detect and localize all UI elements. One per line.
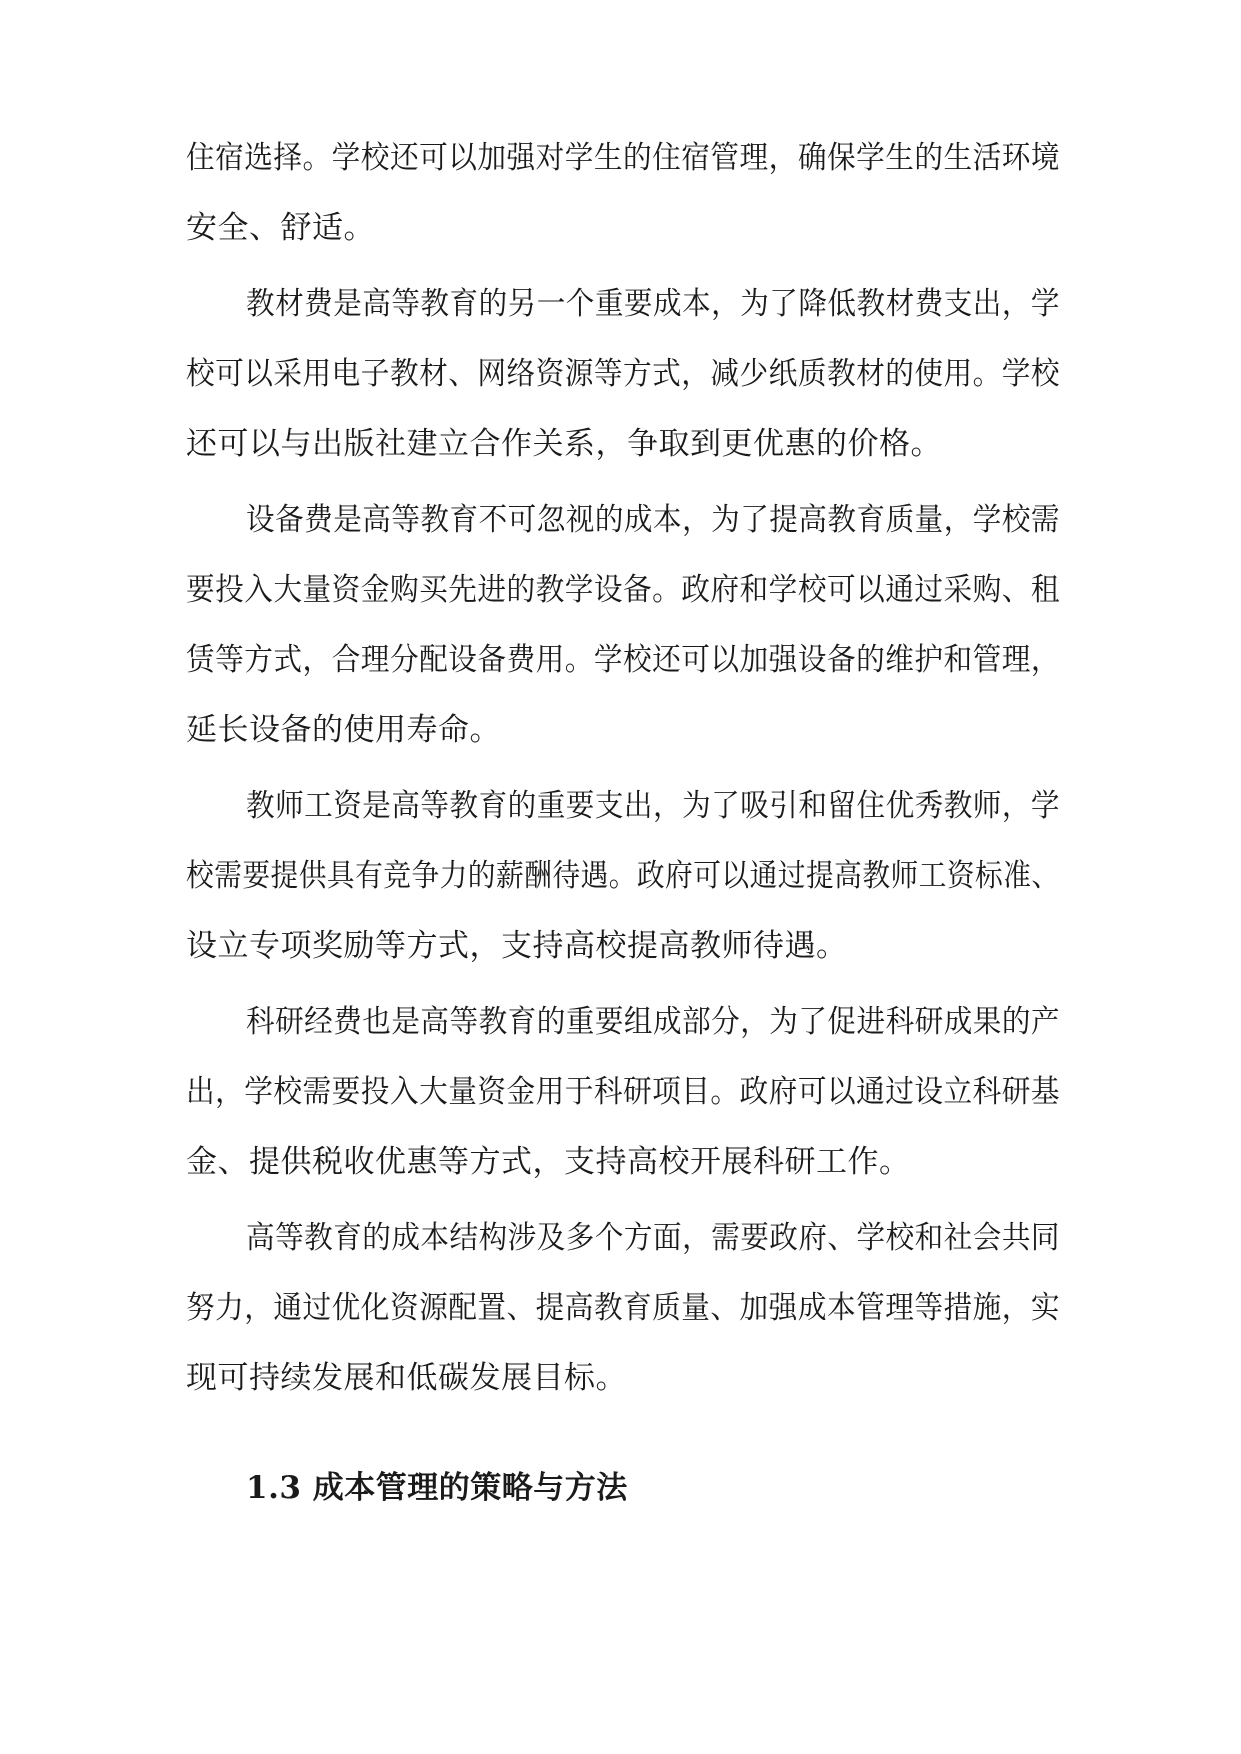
paragraph-4-line-1: 教师工资是高等教育的重要支出，为了吸引和留住优秀教师，学 [246, 788, 1060, 824]
paragraph-4-line-3: 设立专项奖励等方式，支持高校提高教师待遇。 [186, 928, 848, 964]
paragraph-3-line-4: 延长设备的使用寿命。 [186, 712, 501, 748]
paragraph-5-line-1: 科研经费也是高等教育的重要组成部分，为了促进科研成果的产 [246, 1004, 1060, 1040]
paragraph-3-line-2: 要投入大量资金购买先进的教学设备。政府和学校可以通过采购、租 [186, 572, 1061, 608]
paragraph-2-line-3: 还可以与出版社建立合作关系，争取到更优惠的价格。 [186, 426, 942, 462]
paragraph-6-line-2: 努力，通过优化资源配置、提高教育质量、加强成本管理等措施，实 [186, 1290, 1061, 1326]
paragraph-2-line-2: 校可以采用电子教材、网络资源等方式，减少纸质教材的使用。学校 [186, 356, 1061, 392]
paragraph-4-line-2: 校需要提供具有竞争力的薪酬待遇。政府可以通过提高教师工资标准、 [186, 858, 1060, 894]
paragraph-1-line-1: 住宿选择。学校还可以加强对学生的住宿管理，确保学生的生活环境 [186, 140, 1061, 176]
paragraph-3-line-1: 设备费是高等教育不可忽视的成本，为了提高教育质量，学校需 [246, 502, 1060, 538]
paragraph-6-line-1: 高等教育的成本结构涉及多个方面，需要政府、学校和社会共同 [246, 1220, 1060, 1256]
paragraph-3-line-3: 赁等方式，合理分配设备费用。学校还可以加强设备的维护和管理， [186, 642, 1061, 678]
section-heading: 1.3 成本管理的策略与方法 [246, 1470, 628, 1506]
paragraph-5-line-3: 金、提供税收优惠等方式，支持高校开展科研工作。 [186, 1144, 911, 1180]
paragraph-1-line-2: 安全、舒适。 [186, 210, 375, 246]
paragraph-5-line-2: 出，学校需要投入大量资金用于科研项目。政府可以通过设立科研基 [186, 1074, 1061, 1110]
paragraph-6-line-3: 现可持续发展和低碳发展目标。 [186, 1360, 627, 1396]
paragraph-2-line-1: 教材费是高等教育的另一个重要成本，为了降低教材费支出，学 [246, 286, 1060, 322]
